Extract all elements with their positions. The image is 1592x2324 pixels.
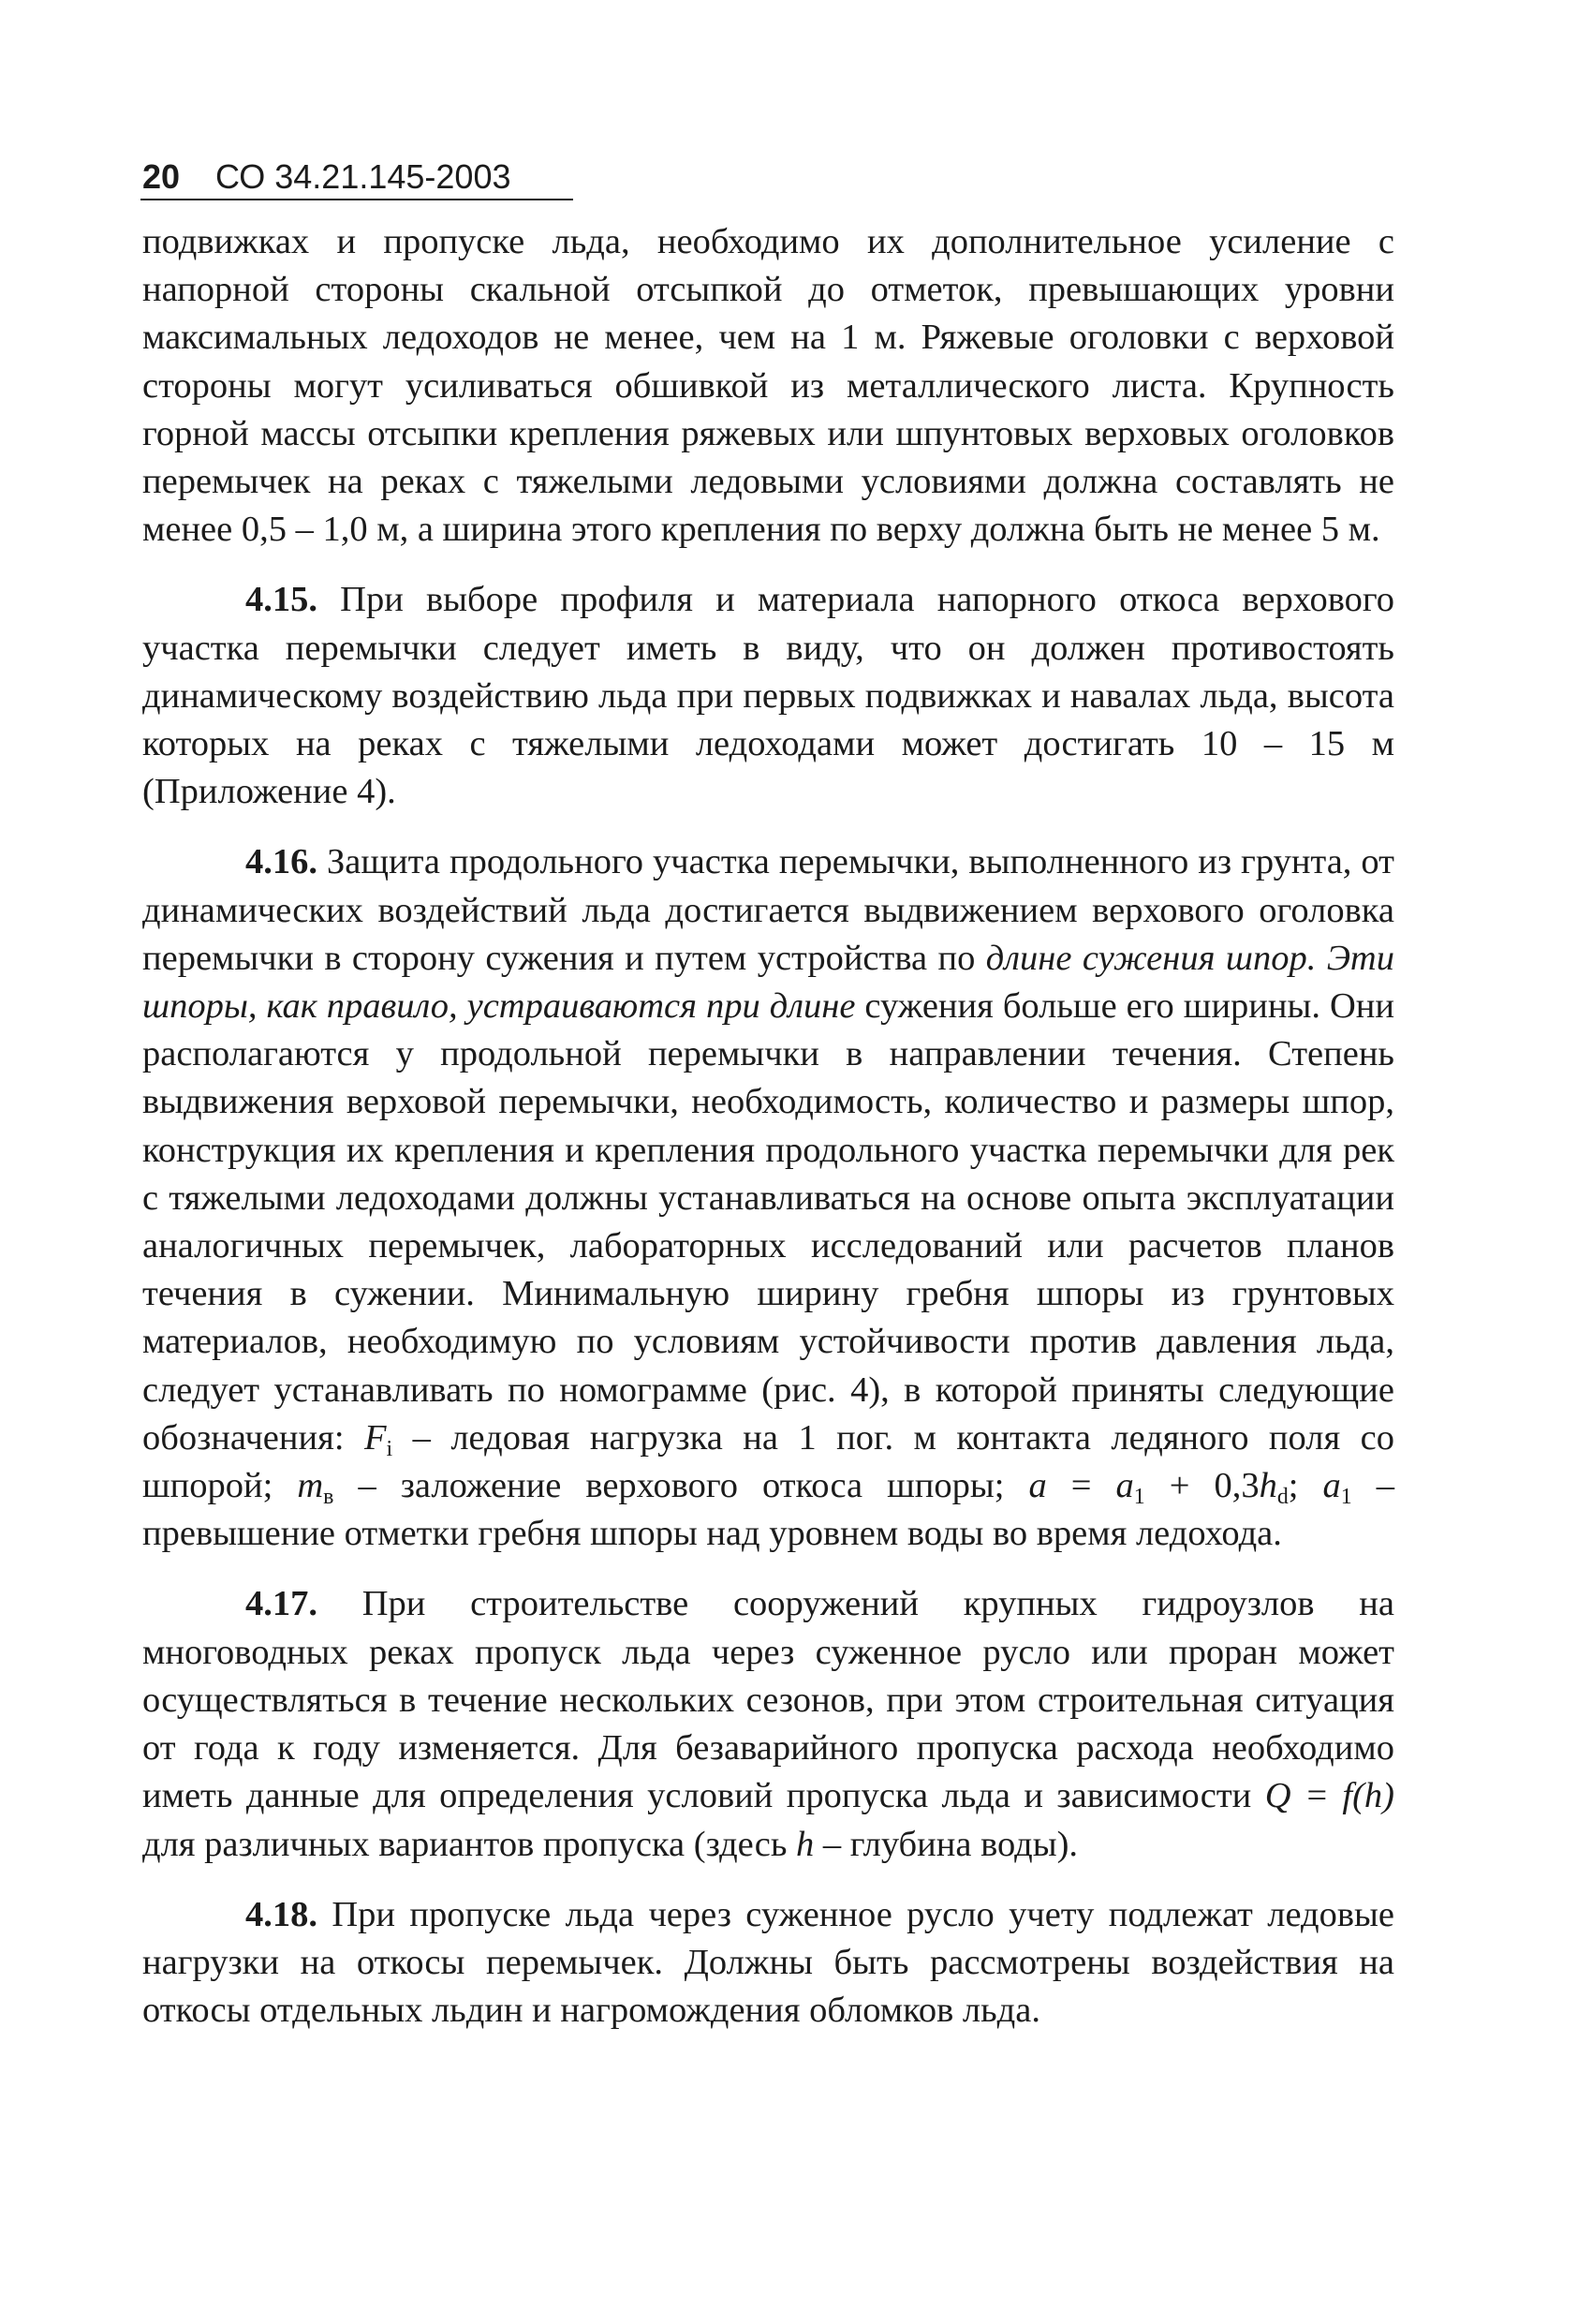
formula-symbol: a	[1115, 1466, 1134, 1506]
paragraph-text: – глубина воды).	[814, 1824, 1079, 1864]
symbol-m: m	[297, 1466, 324, 1506]
paragraph-continued	[142, 218, 1394, 554]
formula-a	[1028, 1466, 1289, 1510]
subscript-1: 1	[1340, 1485, 1352, 1510]
paragraph-text: Защита продольного участка перемычки, выполненного из грунта, от динамических воздействий льда достигается выдвижением верхового оголовка перемычки в сторону сужения и путем устройства по	[142, 842, 1394, 978]
paragraph-text: – заложение верхового откоса шпоры;	[333, 1466, 1029, 1506]
body-text	[142, 218, 1394, 2035]
page-number: 20	[142, 157, 181, 196]
clause-number: 4.17.	[245, 1584, 317, 1624]
formula-symbol: a	[1028, 1466, 1047, 1506]
header-rule	[140, 199, 573, 200]
clause-number: 4.18.	[245, 1894, 317, 1934]
paragraph-text: При строительстве сооружений крупных гидроузлов на многоводных реках пропуск льда через суженное русло или проран может осуществляться в течение нескольких сезонов, при этом строительная ситуация от года к году изменяется. Для безаварийного пропуска расхода необходимо иметь данные для определения условий пропуска льда и зависимости	[142, 1584, 1394, 1816]
subscript-i: i	[386, 1437, 393, 1462]
page-header	[142, 157, 511, 197]
paragraph-4-18	[142, 1891, 1394, 2035]
paragraph-text: – ледовая нагрузка на 1 пог. м контакта ледяного поля со шпорой;	[142, 1417, 1394, 1506]
formula-subscript: 1	[1133, 1485, 1145, 1510]
paragraph-text: сужения больше его ширины. Они располагаются у продольной перемычки в направлении течения. Степень выдвижения верховой перемычки, необходимость, количество и размеры шпор, конструкция их крепления и крепления продольного участка перемычки для рек с тяжелыми ледоходами должны устанавливаться на основе опыта эксплуатации аналогичных перемычек, лабораторных исследований или расчетов планов течения в сужении. Минимальную ширину гребня шпоры из грунтовых материалов, необходимую по условиям устойчивости против давления льда, следует устанавливать по номограмме (рис. 4), в которой приняты следующие обозначения:	[142, 986, 1394, 1458]
italic-text: длине сужения шпор. Эти шпоры, как правило, устраиваются при длине	[142, 938, 1394, 1027]
paragraph-text: При пропуске льда через суженное русло учету подлежат ледовые нагрузки на откосы перемычек. Должны быть рассмотрены воздействия на откосы отдельных льдин и нагромождения обломков льда.	[142, 1894, 1394, 2031]
paragraph-text: При выборе профиля и материала напорного откоса верхового участка перемычки следует иметь в виду, что он должен противостоять динамическому воздействию льда при первых подвижках и навалах льда, высота которых на реках с тяжелыми ледоходами может достигать 10 – 15 м (Приложение 4).	[142, 580, 1394, 812]
paragraph-4-15	[142, 576, 1394, 816]
paragraph-text: ;	[1288, 1466, 1323, 1506]
symbol-f: F	[363, 1417, 387, 1458]
symbol-f-i	[363, 1417, 393, 1462]
subscript-v: в	[323, 1485, 334, 1510]
symbol-a-1	[1322, 1466, 1352, 1510]
formula-operator: + 0,3	[1144, 1466, 1260, 1506]
symbol-a: a	[1322, 1466, 1341, 1506]
document-code: СО 34.21.145-2003	[215, 157, 511, 196]
formula-subscript: d	[1276, 1485, 1289, 1510]
formula-q-f-h: Q = f(h)	[1264, 1776, 1394, 1816]
symbol-m-v	[297, 1466, 334, 1510]
formula-operator: =	[1046, 1466, 1116, 1506]
paragraph-text: подвижках и пропуске льда, необходимо их дополнительное усиление с напорной стороны скальной отсыпкой до отметок, превышающих уровни максимальных ледоходов не менее, чем на 1 м. Ряжевые оголовки с верховой стороны могут усиливаться обшивкой из металлического листа. Крупность горной массы отсыпки крепления ряжевых или шпунтовых верховых оголовков перемычек на реках с тяжелыми ледовыми условиями должна составлять не менее 0,5 – 1,0 м, а ширина этого крепления по верху должна быть не менее 5 м.	[142, 222, 1394, 550]
symbol-h: h	[796, 1824, 815, 1864]
paragraph-text: – превышение отметки гребня шпоры над уровнем воды во время ледохода.	[142, 1466, 1394, 1554]
clause-number: 4.15.	[245, 580, 317, 620]
paragraph-text: для различных вариантов пропуска (здесь	[142, 1824, 797, 1864]
clause-number: 4.16.	[245, 842, 317, 882]
paragraph-4-16	[142, 838, 1394, 1558]
formula-symbol: h	[1259, 1466, 1277, 1506]
paragraph-4-17	[142, 1580, 1394, 1868]
